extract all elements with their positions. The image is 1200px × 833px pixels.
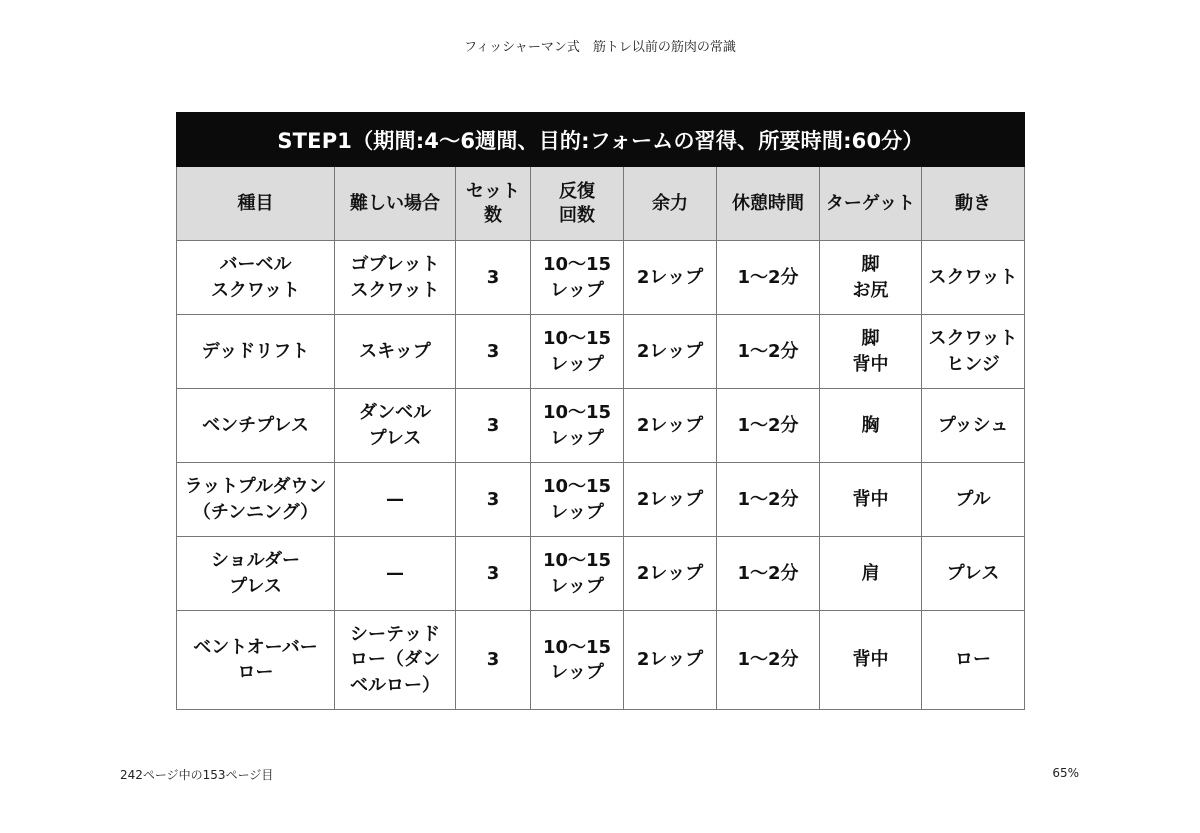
cell-reps (531, 537, 624, 611)
cell-text-line: ロー（ダン (349, 649, 441, 671)
cell-text-line: 脚 (861, 328, 880, 350)
cell-exercise (177, 315, 335, 389)
table-header-row (177, 167, 1025, 241)
cell-text-line: プル (955, 488, 991, 510)
cell-text-line: 数 (484, 204, 502, 226)
cell-text-line: 背中 (852, 649, 889, 671)
cell-text-line: スクワット (928, 266, 1018, 288)
cell-movement (922, 389, 1025, 463)
cell-text-line: 種目 (237, 192, 274, 214)
cell-text-line: 余力 (652, 192, 688, 214)
cell-text-line: お尻 (852, 279, 889, 301)
cell-text-line: 1〜2分 (737, 488, 799, 510)
column-header-reps (531, 167, 624, 241)
cell-text-line: スクワット (350, 279, 440, 301)
cell-target (820, 389, 922, 463)
cell-text-line: 背中 (852, 353, 889, 375)
cell-text-line: レップ (550, 662, 604, 683)
cell-rest-time (717, 537, 820, 611)
cell-text-line: レップ (550, 353, 604, 375)
book-title: フィッシャーマン式 筋トレ以前の筋肉の常識 (464, 40, 736, 55)
cell-text-line: ヒンジ (946, 353, 1000, 375)
cell-movement (922, 241, 1025, 315)
cell-text-line: 2レップ (636, 562, 704, 584)
cell-text-line: 1〜2分 (737, 649, 799, 671)
cell-reps (531, 241, 624, 315)
cell-text-line: 10〜15 (542, 254, 612, 276)
cell-text-line: レップ (550, 427, 604, 449)
cell-text-line: 3 (486, 340, 500, 362)
cell-text-line: デッドリフト (201, 340, 310, 362)
cell-reserve (624, 389, 717, 463)
cell-text-line: レップ (550, 575, 604, 597)
cell-text-line: バーベル (219, 254, 292, 276)
column-header-target (820, 167, 922, 241)
cell-exercise (177, 463, 335, 537)
cell-text-line: 2レップ (636, 414, 704, 436)
cell-text-line: ベルロー） (350, 674, 440, 696)
table-row (177, 537, 1025, 611)
cell-reserve (624, 463, 717, 537)
cell-text-line: 10〜15 (542, 402, 612, 424)
cell-text-line: 肩 (861, 562, 880, 584)
cell-text-line: 1〜2分 (737, 340, 799, 362)
cell-reps (531, 389, 624, 463)
cell-text-line: ショルダー (211, 550, 300, 572)
zoom-level: 65% (1052, 766, 1079, 780)
table-body (177, 241, 1025, 710)
cell-text-line: 3 (486, 488, 500, 510)
cell-text-line: 胸 (861, 414, 880, 436)
cell-text-line: 動き (955, 192, 991, 214)
cell-text-line: シーテッド (350, 624, 440, 646)
cell-text-line: — (386, 488, 404, 510)
cell-text-line: 背中 (852, 488, 889, 510)
cell-text-line: スキップ (359, 340, 431, 362)
cell-sets (456, 611, 531, 710)
cell-reps (531, 463, 624, 537)
cell-text-line: 脚 (861, 254, 880, 276)
cell-sets (456, 241, 531, 315)
cell-text-line: ダンベル (358, 402, 432, 424)
training-table (176, 112, 1025, 710)
cell-reps (531, 315, 624, 389)
cell-rest-time (717, 315, 820, 389)
cell-target (820, 537, 922, 611)
cell-text-line: 2レップ (636, 488, 704, 510)
cell-sets (456, 315, 531, 389)
column-header-exercise (177, 167, 335, 241)
cell-target (820, 315, 922, 389)
cell-movement (922, 537, 1025, 611)
cell-sets (456, 537, 531, 611)
cell-text-line: ベントオーバー (193, 636, 318, 658)
cell-text-line: プレス (368, 427, 422, 449)
cell-rest-time (717, 611, 820, 710)
column-header-sets (456, 167, 531, 241)
cell-text-line: 3 (486, 266, 500, 288)
cell-reserve (624, 241, 717, 315)
cell-text-line: 回数 (559, 204, 595, 226)
page-indicator: 242ページ中の153ページ目 (120, 768, 274, 782)
cell-alternative (335, 389, 456, 463)
cell-text-line: 10〜15 (542, 476, 612, 498)
column-header-rest-time (717, 167, 820, 241)
cell-reserve (624, 611, 717, 710)
cell-text-line: プレス (229, 575, 282, 597)
cell-alternative (335, 537, 456, 611)
cell-movement (922, 463, 1025, 537)
table-row (177, 241, 1025, 315)
cell-text-line: スクワット (928, 328, 1018, 350)
cell-text-line: ゴブレット (350, 254, 440, 276)
training-table-container (176, 112, 1024, 710)
cell-reps (531, 611, 624, 710)
cell-exercise (177, 537, 335, 611)
cell-text-line: セット (466, 181, 520, 203)
cell-text-line: プレス (946, 562, 1000, 584)
column-header-movement (922, 167, 1025, 241)
cell-text-line: 10〜15 (542, 636, 612, 658)
cell-rest-time (717, 241, 820, 315)
cell-text-line: スクワット (210, 279, 301, 301)
cell-text-line: ラットプルダウン (184, 476, 327, 498)
cell-text-line: 1〜2分 (737, 562, 799, 584)
cell-text-line: レップ (550, 501, 604, 523)
cell-reserve (624, 537, 717, 611)
cell-sets (456, 463, 531, 537)
table-row (177, 315, 1025, 389)
cell-sets (456, 389, 531, 463)
cell-alternative (335, 241, 456, 315)
cell-rest-time (717, 463, 820, 537)
cell-reserve (624, 315, 717, 389)
table-row (177, 463, 1025, 537)
table-caption: STEP1（期間:4〜6週間、目的:フォームの習得、所要時間:60分） (177, 113, 1025, 167)
cell-text-line: 10〜15 (542, 328, 612, 350)
cell-text-line: 3 (486, 562, 500, 584)
table-row (177, 389, 1025, 463)
cell-text-line: 3 (486, 414, 500, 436)
cell-exercise (177, 241, 335, 315)
cell-text-line: 2レップ (636, 649, 704, 671)
cell-text-line: プッシュ (937, 414, 1009, 436)
cell-text-line: 休憩時間 (732, 192, 804, 214)
cell-target (820, 241, 922, 315)
cell-text-line: ターゲット (825, 192, 916, 214)
cell-rest-time (717, 389, 820, 463)
cell-text-line: レップ (550, 279, 604, 301)
cell-text-line: ベンチプレス (202, 414, 309, 436)
column-header-alternative (335, 167, 456, 241)
cell-exercise (177, 611, 335, 710)
cell-text-line: 反復 (559, 181, 595, 203)
cell-target (820, 463, 922, 537)
cell-text-line: 1〜2分 (737, 414, 799, 436)
cell-text-line: 3 (486, 649, 500, 671)
cell-text-line: 2レップ (636, 340, 704, 362)
cell-text-line: — (386, 562, 404, 584)
cell-movement (922, 315, 1025, 389)
cell-exercise (177, 389, 335, 463)
cell-alternative (335, 611, 456, 710)
cell-text-line: （チンニング） (192, 501, 319, 523)
cell-text-line: 難しい場合 (350, 192, 440, 214)
cell-text-line: 10〜15 (542, 550, 612, 572)
column-header-reserve (624, 167, 717, 241)
cell-movement (922, 611, 1025, 710)
cell-alternative (335, 315, 456, 389)
table-row (177, 611, 1025, 710)
cell-text-line: ロー (237, 662, 274, 683)
cell-target (820, 611, 922, 710)
cell-text-line: ロー (955, 649, 991, 671)
cell-text-line: 1〜2分 (737, 266, 799, 288)
cell-alternative (335, 463, 456, 537)
cell-text-line: 2レップ (636, 266, 704, 288)
